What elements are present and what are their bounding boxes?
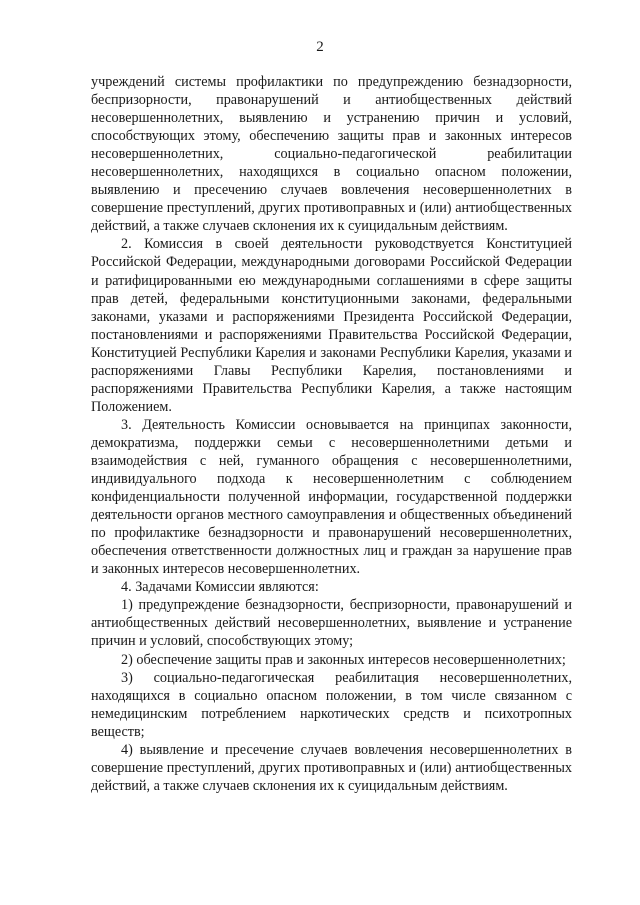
paragraph-clause-3: 3. Деятельность Комиссии основывается на принципах законности, демократизма, поддержки семьи с несовершеннолетними детьми и взаимодействия с ней, гуманного обращения с несовершеннолетними, индивидуального подхода к несовершеннолетним с соблюдением конфиденциальности полученной информации, государственной поддержки деятельности органов местного самоуправления и общественных объединений по профилактике безнадзорности и правонарушений несовершеннолетних, обеспечения ответственности должностных лиц и граждан за нарушение прав и законных интересов несовершеннолетних. [91, 416, 572, 578]
document-body [91, 73, 572, 795]
paragraph-task-3: 3) социально-педагогическая реабилитация несовершеннолетних, находящихся в социально опасном положении, в том числе связанном с немедицинским потреблением наркотических средств и психотропных веществ; [91, 669, 572, 740]
paragraph-continuation: учреждений системы профилактики по предупреждению безнадзорности, беспризорности, правонарушений и антиобщественных действий несовершеннолетних, выявлению и устранению причин и условий, способствующих этому, обеспечению защиты прав и законных интересов несовершеннолетних, социально-педагогической реабилитации несовершеннолетних, находящихся в социально опасном положении, выявлению и пресечению случаев вовлечения несовершеннолетних в совершение преступлений, других противоправных и (или) антиобщественных действий, а также случаев склонения их к суицидальным действиям. [91, 74, 572, 235]
paragraph-task-1: 1) предупреждение безнадзорности, беспризорности, правонарушений и антиобщественных действий несовершеннолетних, выявление и устранение причин и условий, способствующих этому; [91, 597, 572, 650]
paragraph-clause-4-heading: 4. Задачами Комиссии являются: [121, 579, 319, 596]
paragraph-clause-2: 2. Комиссия в своей деятельности руководствуется Конституцией Российской Федерации, международными договорами Российской Федерации и ратифицированными ею международными соглашениями в сфере защиты прав детей, федеральными конституционными законами, федеральными законами, указами и распоряжениями Президента Российской Федерации, постановлениями и распоряжениями Правительства Российской Федерации, Конституцией Республики Карелия и законами Республики Карелия, указами и распоряжениями Главы Республики Карелия, постановлениями и распоряжениями Правительства Республики Карелия, а также настоящим Положением. [91, 236, 572, 415]
paragraph-task-2: 2) обеспечение защиты прав и законных интересов несовершеннолетних; [121, 651, 566, 668]
page-number: 2 [316, 39, 324, 55]
paragraph-task-4: 4) выявление и пресечение случаев вовлечения несовершеннолетних в совершение преступлений, других противоправных и (или) антиобщественных действий, а также случаев склонения их к суицидальным действиям. [91, 741, 572, 794]
